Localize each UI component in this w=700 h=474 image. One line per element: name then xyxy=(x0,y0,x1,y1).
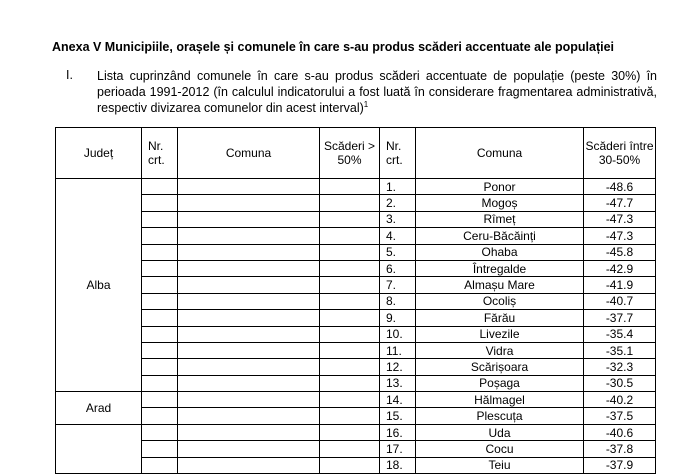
empty-scaderi-cell xyxy=(320,441,380,457)
nr-cell: 12. xyxy=(380,359,416,375)
comuna-cell: Uda xyxy=(416,424,584,440)
empty-nr-cell xyxy=(142,392,178,408)
table-row xyxy=(56,441,656,457)
header-scaderi-50: Scăderi > 50% xyxy=(320,128,380,179)
comuna-cell: Scărișoara xyxy=(416,359,584,375)
nr-cell: 5. xyxy=(380,244,416,260)
comuna-cell: Almașu Mare xyxy=(416,277,584,293)
empty-comuna-cell xyxy=(178,179,320,195)
scadere-cell: -35.1 xyxy=(584,342,656,358)
empty-nr-cell xyxy=(142,408,178,424)
table-row xyxy=(56,228,656,244)
table-row xyxy=(56,375,656,391)
scadere-cell: -47.3 xyxy=(584,228,656,244)
nr-cell: 13. xyxy=(380,375,416,391)
header-comuna-1: Comuna xyxy=(178,128,320,179)
comuna-cell: Plescuța xyxy=(416,408,584,424)
empty-comuna-cell xyxy=(178,342,320,358)
empty-comuna-cell xyxy=(178,260,320,276)
nr-cell: 3. xyxy=(380,211,416,227)
comuna-cell: Întregalde xyxy=(416,260,584,276)
empty-nr-cell xyxy=(142,310,178,326)
nr-cell: 18. xyxy=(380,457,416,473)
empty-nr-cell xyxy=(142,457,178,473)
table-row xyxy=(56,310,656,326)
judet-cell xyxy=(56,424,142,473)
header-comuna-2: Comuna xyxy=(416,128,584,179)
empty-comuna-cell xyxy=(178,195,320,211)
empty-nr-cell xyxy=(142,244,178,260)
scadere-cell: -47.7 xyxy=(584,195,656,211)
judet-cell: Arad xyxy=(56,392,142,425)
nr-cell: 17. xyxy=(380,441,416,457)
empty-comuna-cell xyxy=(178,310,320,326)
nr-cell: 14. xyxy=(380,392,416,408)
empty-scaderi-cell xyxy=(320,179,380,195)
empty-nr-cell xyxy=(142,375,178,391)
empty-scaderi-cell xyxy=(320,342,380,358)
empty-comuna-cell xyxy=(178,211,320,227)
empty-scaderi-cell xyxy=(320,277,380,293)
empty-scaderi-cell xyxy=(320,457,380,473)
header-nr-crt-1: Nr. crt. xyxy=(142,128,178,179)
comuna-cell: Ohaba xyxy=(416,244,584,260)
nr-cell: 16. xyxy=(380,424,416,440)
table-row xyxy=(56,342,656,358)
nr-cell: 10. xyxy=(380,326,416,342)
communes-table xyxy=(55,127,656,474)
scadere-cell: -42.9 xyxy=(584,260,656,276)
nr-cell: 11. xyxy=(380,342,416,358)
comuna-cell: Ceru-Băcăinți xyxy=(416,228,584,244)
scadere-cell: -40.7 xyxy=(584,293,656,309)
comuna-cell: Mogoș xyxy=(416,195,584,211)
scadere-cell: -37.5 xyxy=(584,408,656,424)
empty-scaderi-cell xyxy=(320,195,380,211)
scadere-cell: -40.6 xyxy=(584,424,656,440)
nr-cell: 8. xyxy=(380,293,416,309)
empty-nr-cell xyxy=(142,277,178,293)
empty-scaderi-cell xyxy=(320,375,380,391)
nr-cell: 6. xyxy=(380,260,416,276)
comuna-cell: Livezile xyxy=(416,326,584,342)
empty-nr-cell xyxy=(142,441,178,457)
header-scaderi-30-50: Scăderi între 30-50% xyxy=(584,128,656,179)
empty-comuna-cell xyxy=(178,375,320,391)
empty-scaderi-cell xyxy=(320,310,380,326)
comuna-cell: Rîmeț xyxy=(416,211,584,227)
nr-cell: 1. xyxy=(380,179,416,195)
table-row xyxy=(56,211,656,227)
comuna-cell: Ocoliș xyxy=(416,293,584,309)
scadere-cell: -48.6 xyxy=(584,179,656,195)
empty-scaderi-cell xyxy=(320,359,380,375)
empty-comuna-cell xyxy=(178,359,320,375)
scadere-cell: -32.3 xyxy=(584,359,656,375)
section-paragraph xyxy=(97,68,657,117)
comuna-cell: Hălmagel xyxy=(416,392,584,408)
empty-nr-cell xyxy=(142,359,178,375)
nr-cell: 15. xyxy=(380,408,416,424)
nr-cell: 4. xyxy=(380,228,416,244)
table-header-row xyxy=(56,128,656,179)
scadere-cell: -37.8 xyxy=(584,441,656,457)
empty-comuna-cell xyxy=(178,228,320,244)
nr-cell: 9. xyxy=(380,310,416,326)
empty-scaderi-cell xyxy=(320,211,380,227)
empty-comuna-cell xyxy=(178,392,320,408)
table-row xyxy=(56,424,656,440)
comuna-cell: Teiu xyxy=(416,457,584,473)
table-row xyxy=(56,195,656,211)
comuna-cell: Fărău xyxy=(416,310,584,326)
empty-scaderi-cell xyxy=(320,244,380,260)
empty-nr-cell xyxy=(142,179,178,195)
empty-scaderi-cell xyxy=(320,424,380,440)
scadere-cell: -47.3 xyxy=(584,211,656,227)
empty-comuna-cell xyxy=(178,457,320,473)
table-row xyxy=(56,179,656,195)
comuna-cell: Poșaga xyxy=(416,375,584,391)
empty-comuna-cell xyxy=(178,408,320,424)
empty-scaderi-cell xyxy=(320,408,380,424)
comuna-cell: Cocu xyxy=(416,441,584,457)
section-number: I. xyxy=(66,68,73,82)
empty-nr-cell xyxy=(142,211,178,227)
empty-nr-cell xyxy=(142,326,178,342)
table-row xyxy=(56,293,656,309)
scadere-cell: -35.4 xyxy=(584,326,656,342)
table-row xyxy=(56,260,656,276)
empty-scaderi-cell xyxy=(320,392,380,408)
section-text: Lista cuprinzând comunele în care s-au produs scăderi accentuate de populație (peste 30%) în perioada 1991-2012 (în calculul indicatorului a fost luată în considerare fragmentarea administrativă, respectiv divizarea comunelor din acest interval) xyxy=(97,69,657,116)
header-judet: Județ xyxy=(56,128,142,179)
judet-cell: Alba xyxy=(56,179,142,392)
nr-cell: 2. xyxy=(380,195,416,211)
empty-comuna-cell xyxy=(178,424,320,440)
table-row xyxy=(56,457,656,473)
table-row xyxy=(56,392,656,408)
footnote-mark: 1 xyxy=(363,100,369,110)
scadere-cell: -30.5 xyxy=(584,375,656,391)
scadere-cell: -40.2 xyxy=(584,392,656,408)
empty-comuna-cell xyxy=(178,244,320,260)
scadere-cell: -37.7 xyxy=(584,310,656,326)
empty-comuna-cell xyxy=(178,441,320,457)
comuna-cell: Ponor xyxy=(416,179,584,195)
nr-cell: 7. xyxy=(380,277,416,293)
empty-comuna-cell xyxy=(178,277,320,293)
empty-scaderi-cell xyxy=(320,326,380,342)
comuna-cell: Vidra xyxy=(416,342,584,358)
empty-nr-cell xyxy=(142,228,178,244)
table-row xyxy=(56,359,656,375)
scadere-cell: -41.9 xyxy=(584,277,656,293)
empty-comuna-cell xyxy=(178,326,320,342)
scadere-cell: -37.9 xyxy=(584,457,656,473)
table-row xyxy=(56,244,656,260)
scadere-cell: -45.8 xyxy=(584,244,656,260)
empty-scaderi-cell xyxy=(320,228,380,244)
table-row xyxy=(56,277,656,293)
table-row xyxy=(56,326,656,342)
empty-nr-cell xyxy=(142,260,178,276)
empty-scaderi-cell xyxy=(320,293,380,309)
header-nr-crt-2: Nr. crt. xyxy=(380,128,416,179)
empty-nr-cell xyxy=(142,293,178,309)
empty-nr-cell xyxy=(142,195,178,211)
empty-nr-cell xyxy=(142,342,178,358)
empty-nr-cell xyxy=(142,424,178,440)
annex-title: Anexa V Municipiile, orașele și comunele în care s-au produs scăderi accentuate ale populației xyxy=(52,40,614,54)
empty-scaderi-cell xyxy=(320,260,380,276)
table-row xyxy=(56,408,656,424)
empty-comuna-cell xyxy=(178,293,320,309)
